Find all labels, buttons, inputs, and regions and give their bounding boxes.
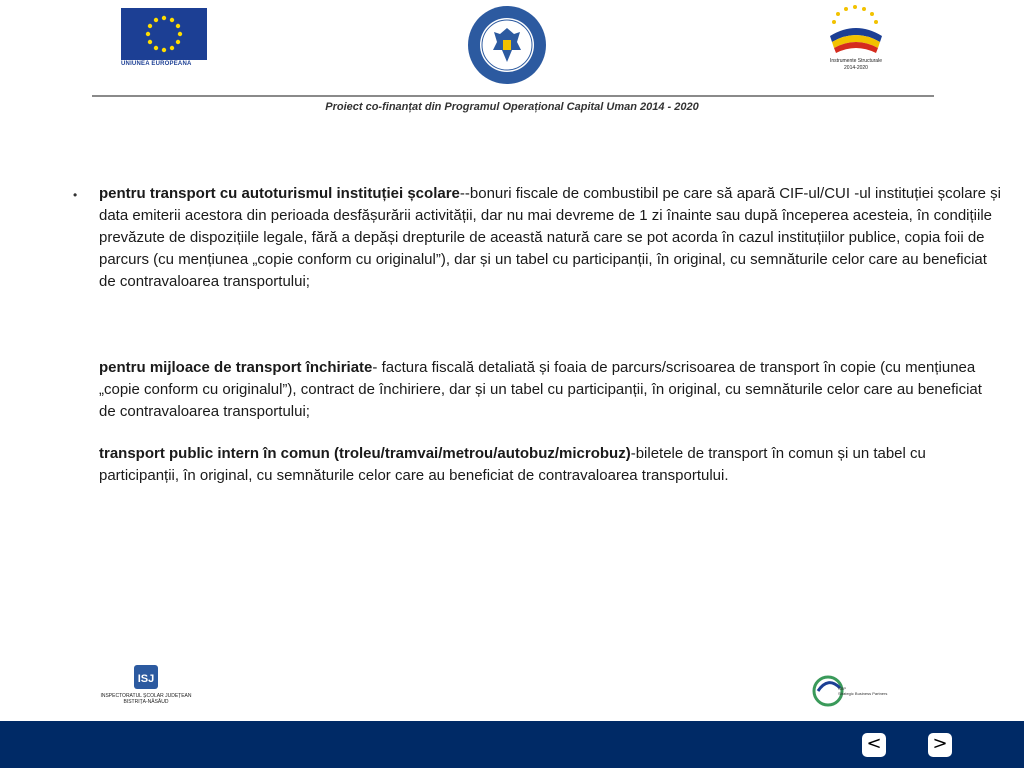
structural-instruments-logo [808,2,904,78]
previous-slide-button[interactable]: < [862,733,886,757]
sbp-caption-line2: Strategic Business Partners [838,691,888,696]
sbp-caption [838,686,887,696]
paragraph-company-car-heading: pentru transport cu autoturismul instituției școlare [99,185,460,202]
header-divider [92,95,934,97]
paragraph-rented-transport-heading: pentru mijloace de transport închiriate [99,359,373,376]
footer-navigation-bar [0,721,1024,768]
structural-instruments-caption-line1: Instrumente Structurale [830,58,882,64]
government-seal-logo [466,4,548,86]
list-bullet: • [73,188,78,202]
structural-instruments-caption-line2: 2014-2020 [844,65,868,71]
project-cofinancing-line: Proiect co-finanțat din Programul Operațional Capital Uman 2014 - 2020 [325,101,699,113]
sbp-caption-line1: SBP [838,686,847,691]
isj-caption: INSPECTORATUL ȘCOLAR JUDEȚEAN BISTRIȚA-NĂSĂUD [100,693,192,705]
isj-logo [98,665,194,709]
isj-logo-mark: ISJ [137,673,155,685]
eu-flag-icon [121,8,207,60]
next-slide-button[interactable]: > [928,733,952,757]
paragraph-company-car [99,183,1001,293]
paragraph-company-car-body: --bonuri fiscale de combustibil pe care să apară CIF-ul/CUI -ul instituției școlare și data emiterii acestora din perioada desfășurării activității, dar nu mai devreme de 1 zi înainte sau după începerea acesteia, în condițiile prevăzute de dispozițiile legale, fără a depăși drepturile de această natură care se pot acorda în cazul instituțiilor publice, copia foii de parcurs (cu mențiunea „copie conform cu originalul”), dar și un tabel cu participanții, în original, cu semnăturile celor care au beneficiat de contravaloarea transportului; [99,185,1001,290]
paragraph-public-transport-heading: transport public intern în comun (troleu/tramvai/metrou/autobuz/microbuz) [99,445,631,462]
sbp-logo [810,670,890,712]
paragraph-rented-transport-body: - factura fiscală detaliată și foaia de parcurs/scrisoarea de transport în copie (cu mențiunea „copie conform cu originalul”), contract de închiriere, dar și un tabel cu participanții, în original, cu semnăturile celor care au beneficiat de contravaloarea transportului; [99,359,982,420]
paragraph-public-transport-body: -biletele de transport în comun și un tabel cu participanții, în original, cu semnăturile celor care au beneficiat de contravaloarea transportului. [99,445,926,484]
eu-logo [121,8,207,70]
paragraph-rented-transport [99,357,1001,423]
eu-caption: UNIUNEA EUROPEANĂ [121,61,192,67]
structural-instruments-caption [808,58,904,72]
paragraph-public-transport [99,443,1001,487]
